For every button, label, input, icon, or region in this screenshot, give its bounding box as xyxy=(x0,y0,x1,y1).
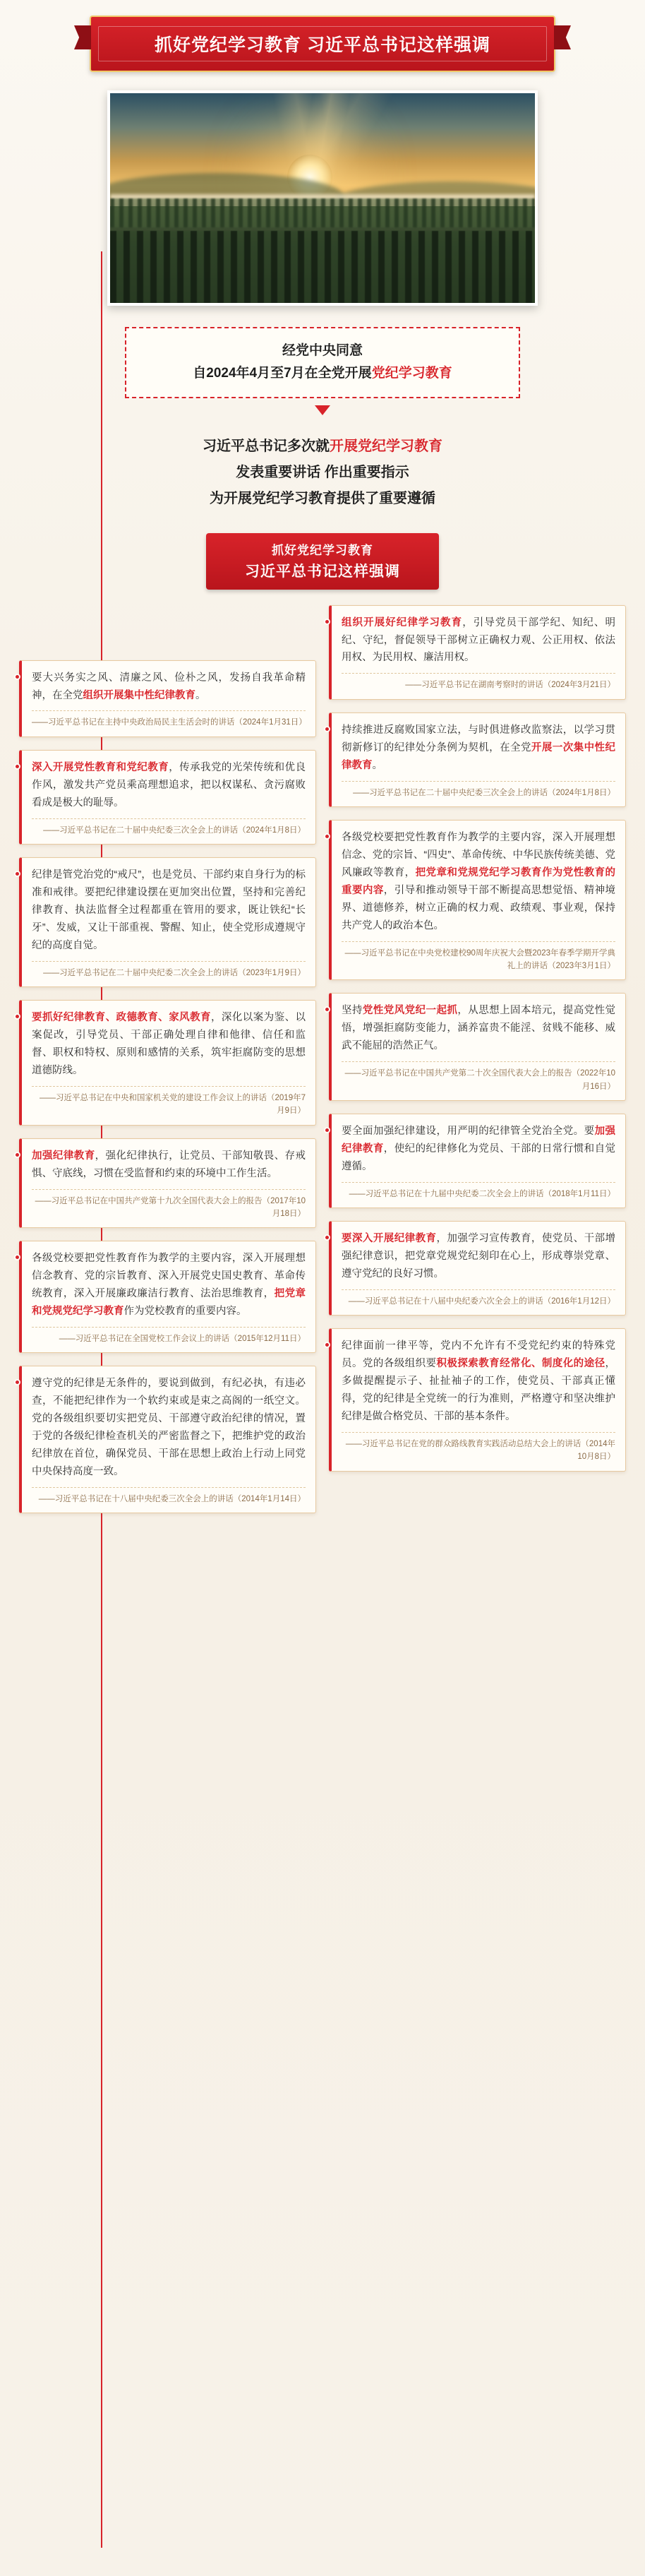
ribbon-right-decoration xyxy=(554,25,571,49)
quote-source: ——习近平总书记在中央和国家机关党的建设工作会议上的讲话（2019年7月9日） xyxy=(32,1086,306,1118)
intro-paragraph xyxy=(104,434,541,512)
quote-body xyxy=(342,1230,615,1283)
quote-source: ——习近平总书记在中央党校建校90周年庆祝大会暨2023年春季学期开学典礼上的讲话（2023年3月1日） xyxy=(342,941,615,973)
quote-body xyxy=(32,1147,306,1183)
quote-card xyxy=(19,1138,316,1229)
quote-body xyxy=(32,669,306,705)
quote-source: ——习近平总书记在二十届中央纪委三次全会上的讲话（2024年1月8日） xyxy=(342,781,615,799)
quote-source: ——习近平总书记在全国党校工作会议上的讲话（2015年12月11日） xyxy=(32,1327,306,1345)
intro-line-1 xyxy=(104,434,541,460)
quote-highlight: 组织开展好纪律学习教育 xyxy=(342,616,463,628)
notice-line-1: 经党中央同意 xyxy=(282,343,363,358)
quote-text: 作为党校教育的重要内容。 xyxy=(123,1306,247,1318)
title-banner-wrap xyxy=(90,16,555,72)
quote-highlight: 要深入开展纪律教育 xyxy=(342,1233,437,1245)
quote-card xyxy=(19,750,316,845)
quote-card xyxy=(329,605,626,700)
intro-line-2: 发表重要讲话 作出重要指示 xyxy=(236,464,409,480)
quote-text: 各级党校要把党性教育作为教学的主要内容，深入开展理想信念、党的宗旨、“四史”、革命传统、中华民族传统美德、党风廉政等教育， xyxy=(342,832,615,878)
quote-body xyxy=(342,614,615,667)
quote-highlight: 开展一次集中性纪律教育 xyxy=(342,741,616,771)
quote-body xyxy=(342,829,615,935)
forest-layer xyxy=(110,206,535,303)
intro-line-1-prefix: 习近平总书记多次就 xyxy=(203,438,330,454)
timeline-dot-icon xyxy=(324,1342,330,1348)
quote-text: 各级党校要把党性教育作为教学的主要内容，深入开展理想信念教育、党的宗旨教育、深入开展党史国史教育、革命传统教育，深入开展廉政廉洁行教育、法治思维教育， xyxy=(32,1253,306,1300)
section-header-line-2: 习近平总书记这样强调 xyxy=(245,563,400,580)
quote-body xyxy=(32,1009,306,1080)
quote-body xyxy=(342,1002,615,1055)
quote-text: 坚持 xyxy=(342,1005,363,1017)
quote-card xyxy=(329,820,626,980)
quote-highlight: 要抓好纪律教育、政德教育、家风教育 xyxy=(32,1012,211,1024)
quote-text: 。 xyxy=(195,689,206,701)
quote-card xyxy=(329,712,626,807)
quote-text: ，从思想上固本培元，提高党性觉悟，增强拒腐防变能力，涵养富贵不能淫、贫贱不能移、威武不能屈的浩然正气。 xyxy=(342,1005,616,1052)
quote-body xyxy=(32,759,306,812)
timeline-dot-icon xyxy=(14,1254,20,1260)
quote-grid xyxy=(19,605,626,1514)
quote-highlight: 把党章和党规党纪学习教育 xyxy=(32,1288,306,1318)
quote-text: ，使纪的纪律修化为党员、干部的日常行惯和自觉遵循。 xyxy=(342,1143,616,1172)
quote-highlight: 积极探索教育经常化、制度化的途径 xyxy=(436,1358,605,1370)
timeline-dot-icon xyxy=(324,1234,330,1241)
timeline-dot-icon xyxy=(324,726,330,732)
quote-source: ——习近平总书记在湖南考察时的讲话（2024年3月21日） xyxy=(342,673,615,691)
quote-highlight: 加强纪律教育 xyxy=(342,1126,616,1155)
quote-text: ，加强学习宣传教育，使党员、干部增强纪律意识，把党章党规党纪刻印在心上，形成尊崇党章、遵守党纪的良好习惯。 xyxy=(342,1233,616,1280)
page-title: 抓好党纪学习教育 习近平总书记这样强调 xyxy=(98,26,547,61)
quote-text: 纪律是管党治党的“戒尺”，也是党员、干部约束自身行为的标准和戒律。要把纪律建设摆在更加突出位置，坚持和 xyxy=(32,869,306,898)
quote-text: ，多做提醒提示子、扯扯袖子的工作，使党员、干部真正懂得，党的纪律是全党统一的行为准则，严格遵守和坚决维护纪律是做合格党员、干部的基本条件。 xyxy=(342,1358,616,1423)
quote-body xyxy=(342,722,615,775)
timeline-dot-icon xyxy=(14,763,20,770)
intro-line-1-highlight: 开展党纪学习教育 xyxy=(330,438,442,454)
timeline-dot-icon xyxy=(324,1127,330,1133)
quote-text: 遵守党的纪律是无条件的，要说到做到，有纪必执，有违必查，不能把纪律作为一个软约束或是束之高阁的一纸空文。党的各级组织要切实把党员、干部遵守政治纪律的情况，置于党的各级纪律检查机关的严密监督之下，把维护党的政治纪律放在首位，确保党员、干部在思想上政治上行动上同党中央保持高度一致。 xyxy=(32,1378,306,1478)
quote-card xyxy=(19,857,316,987)
ribbon-left-decoration xyxy=(74,25,91,49)
quote-text: 要全面加强纪律建设，用严明的纪律管全党治全党。要 xyxy=(342,1126,595,1137)
notice-box xyxy=(125,327,520,398)
quote-highlight: 把党章和党规党纪学习教育作为党性教育的重要内容 xyxy=(342,866,616,896)
quote-text: ，引导和推动领导干部不断提高思想觉悟、精神境界、道德修养，树立正确的权力观、政绩观、事业观，保持共产党人的政治本色。 xyxy=(342,884,616,931)
quote-card xyxy=(329,1114,626,1208)
quote-card xyxy=(329,993,626,1101)
quote-source: ——习近平总书记在二十届中央纪委二次全会上的讲话（2023年1月9日） xyxy=(32,961,306,979)
timeline-dot-icon xyxy=(14,1152,20,1158)
quote-text: ，引导党员干部学纪、知纪、明纪、守纪，督促领导干部树立正确权力观、公正用权、依法用权、为民用权、廉洁用权。 xyxy=(342,616,615,664)
quote-body xyxy=(342,1337,615,1426)
notice-line-2-prefix: 自2024年4月至7月在全党开展 xyxy=(193,366,372,381)
section-header-line-1: 抓好党纪学习教育 xyxy=(272,543,373,557)
quote-source: ——习近平总书记在主持中央政治局民主生活会时的讲话（2024年1月31日） xyxy=(32,710,306,729)
quote-column-right xyxy=(329,605,626,1472)
quote-body xyxy=(32,1250,306,1320)
quote-card xyxy=(329,1328,626,1471)
timeline-dot-icon xyxy=(14,871,20,877)
arrow-down-icon xyxy=(315,405,330,415)
quote-source: ——习近平总书记在十八届中央纪委六次全会上的讲话（2016年1月12日） xyxy=(342,1289,615,1308)
notice-line-2-highlight: 党纪学习教育 xyxy=(371,366,452,381)
intro-line-3: 为开展党纪学习教育提供了重要遵循 xyxy=(210,490,435,506)
timeline-dot-icon xyxy=(324,1006,330,1013)
quote-text: 要大兴务实之风、清廉之风、俭朴之风，发扬自我革命精神，在全党 xyxy=(32,672,306,701)
quote-body xyxy=(32,866,306,955)
quote-text: ，强化纪律执行，让党员、干部知敬畏、存戒惧、守底线，习惯在受监督和约束的环境中工作生活。 xyxy=(32,1150,306,1179)
quote-body xyxy=(32,1375,306,1481)
quote-highlight: 组织开展集中性纪律教育 xyxy=(83,689,195,701)
hero-image xyxy=(107,90,538,306)
section-header xyxy=(206,533,439,590)
notice-line-2 xyxy=(140,362,505,385)
quote-source: ——习近平总书记在十八届中央纪委三次全会上的讲话（2014年1月14日） xyxy=(32,1487,306,1505)
quote-card xyxy=(19,1000,316,1126)
quote-card xyxy=(19,660,316,737)
timeline-dot-icon xyxy=(14,1013,20,1020)
quote-source: ——习近平总书记在中国共产党第二十次全国代表大会上的报告（2022年10月16日） xyxy=(342,1061,615,1093)
quote-column-left xyxy=(19,660,316,1514)
quote-source: ——习近平总书记在党的群众路线教育实践活动总结大会上的讲话（2014年10月8日） xyxy=(342,1432,615,1464)
quote-highlight: 党性党风党纪一起抓 xyxy=(362,1005,458,1017)
page-title-banner xyxy=(90,16,555,72)
quote-source: ——习近平总书记在十九届中央纪委二次全会上的讲话（2018年1月11日） xyxy=(342,1182,615,1200)
quote-source: ——习近平总书记在二十届中央纪委三次全会上的讲话（2024年1月8日） xyxy=(32,818,306,837)
quote-text: 持续推进反腐败国家立法，与时俱进修改监察法，以学习贯彻新修订的纪律处分条例为契机，在全党 xyxy=(342,724,615,753)
quote-highlight: 深入开展党性教育和党纪教育 xyxy=(32,761,169,773)
quote-text: 。 xyxy=(372,759,382,771)
timeline-dot-icon xyxy=(14,674,20,680)
quote-highlight: 加强纪律教育 xyxy=(32,1150,95,1162)
quote-card xyxy=(19,1366,316,1513)
timeline-dot-icon xyxy=(324,619,330,625)
quote-text: 完善纪律教育、执法监督全过程都重在管用的要求，既让铁纪“长牙”、发威，又让干部重视、警醒、知止，使全党形成遵规守纪的高度自觉。 xyxy=(32,887,306,951)
quote-text: ，传承我党的光荣传统和优良作风，激发共产党员乘高理想追求，把以权谋私、贪污腐败看成是极大的耻辱。 xyxy=(32,761,306,809)
quote-text: ，深化以案为鉴、以案促改，引导党员、干部正确处理自律和他律、信任和监督、职权和特权、原则和感情的关系，筑牢拒腐防变的思想道德防线。 xyxy=(32,1012,306,1076)
quote-card xyxy=(329,1221,626,1316)
timeline-dot-icon xyxy=(324,833,330,840)
quote-text: 纪律面前一律平等，党内不允许有不受党纪约束的特殊党员。党的各级组织要 xyxy=(342,1340,615,1370)
quote-card xyxy=(19,1241,316,1353)
quote-source: ——习近平总书记在中国共产党第十九次全国代表大会上的报告（2017年10月18日） xyxy=(32,1189,306,1221)
timeline-dot-icon xyxy=(14,1379,20,1385)
quote-body xyxy=(342,1123,615,1176)
